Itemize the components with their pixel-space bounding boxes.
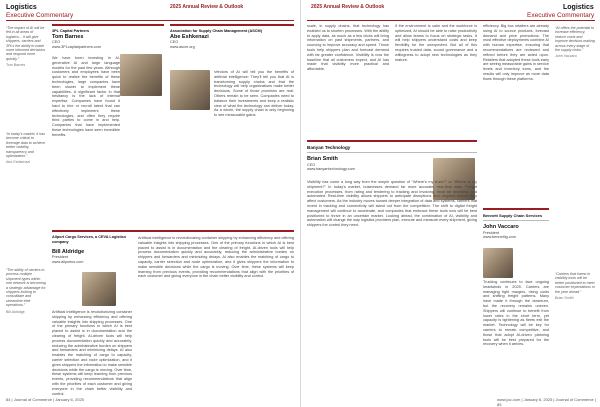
company-profile xyxy=(52,230,294,396)
company-name: Banyan Technology xyxy=(307,142,477,153)
pull-quote xyxy=(6,26,46,68)
company-website[interactable]: www.3PLcapitalpartners.com xyxy=(52,45,101,50)
profile-body-continued: Artificial intelligence is revolutionizing container shipping by enhancing efficiency and offering valuable insights into shipping processes. One of the primary functions in which AI is best placed to assist is in documentation and the clearing of freight. AI-driven tools will help process documentation quickly and accurately, reducing the administrative burden on shippers and forwarders and minimizing delays. AI also enables the matching of cargo to capacity, carrier selection and route optimization, and it gives shippers the information to make sensible decisions while the cargo is moving. Over time, these systems will keep learning from previous events, providing recommendations that align with the priorities of each customer and giving everyone in the chain better visibility and control. xyxy=(138,236,294,279)
executive-name: Bill Aldridge xyxy=(52,248,85,255)
company-name: Allport Cargo Services, a CEVA Logistics company xyxy=(52,235,127,244)
executive-photo xyxy=(483,248,513,278)
executive-name: Abe Eshkenazi xyxy=(170,33,209,40)
pull-quote xyxy=(555,26,595,59)
page-footer: www.joc.com | January 6, 2025 | Journal of Commerce | 85 xyxy=(497,397,596,407)
pull-quote-author: Tom Barnes xyxy=(6,63,26,68)
article-column: efficiency. Big box retailers are already using AI to source products, forecast demand and price promotions. The most effective deployments combine AI with human expertise, ensuring that recommendations are reviewed and refined before they are acted upon. Retailers that adopted these tools early are seeing measurable gains in service levels and inventory turns, and the results will only improve as more data flows through these platforms. xyxy=(483,24,549,81)
executive-title: President xyxy=(52,255,69,260)
pull-quote-author: Abe Eshkenazi xyxy=(6,160,30,165)
pull-quote-author: John Vaccaro xyxy=(555,54,577,59)
article-column: If the environment is calm and the workforce is optimized, AI should be able to raise productivity and allow teams to focus on strategic tasks. It will help shippers understand costs and keep flexibility for the unexpected. But all of this requires trusted data, sound governance and a willingness to adopt new technologies as they mature. xyxy=(395,24,477,62)
executive-photo xyxy=(82,272,116,306)
header-rule xyxy=(6,20,294,21)
company-website[interactable]: www.bennettig.com xyxy=(483,235,516,240)
company-profile xyxy=(307,140,477,392)
company-name: Bennett Supply Chain Services xyxy=(483,210,549,221)
pull-quote xyxy=(6,132,46,165)
executive-photo xyxy=(170,70,210,110)
company-name: 3PL Capital Partners xyxy=(52,29,90,33)
pull-quote-author: Brian Smith xyxy=(555,296,574,301)
company-website[interactable]: www.allportcs.com xyxy=(52,259,84,264)
pull-quote-text: “Carriers that invest in visibility tools will be better positioned to meet customer expectations in the year ahead.” xyxy=(555,272,595,294)
profile-body: Trucking continues to face ongoing headwinds in 2025. Carriers are managing tight margins, rising costs and shifting freight patterns. Many have made it through the downturn, but the recovery remains uneven. Shippers will continue to benefit from lower rates in the short term, yet capacity is tightening as fleets exit the market. Technology will be key for carriers to remain competitive, and those that adopt AI-driven planning tools will be best prepared for the recovery when it arrives. xyxy=(483,280,549,347)
executive-name: John Vaccaro xyxy=(483,224,519,230)
company-profile xyxy=(52,24,164,224)
section-title: Logistics xyxy=(563,4,594,11)
publication-title: 2025 Annual Review & Outlook xyxy=(170,4,244,10)
profile-body: We have been investing in AI, generative AI and large language models for the past few years. Although customers and employees have been quick to realize the benefits of these technologies, large companies have been slower to implement these capabilities. A significant factor in that hesitancy is the lack of internal expertise. Companies have found it hard to hire or recruit talent that can effectively implement these technologies, and often they require third parties to come in and help. Companies that have implemented these technologies have seen incredible benefits. xyxy=(52,56,120,137)
article-column: scale, in supply chains, that technology has enabled us to shorten processes. With the ability to apply data, as much as a few clicks will bring information on past shipments, partners, and sourcing to improve accuracy and speed. Those tools help shippers plan and forecast demand with far greater confidence. Visibility is now the baseline that all customers expect, and AI has made that visibility more practical and affordable. xyxy=(307,24,389,72)
pull-quote-text: “The impact of AI will be felt in all areas of logistics... It will give shippers, carriers and 3PLs the ability to make more informed decisions and respond more quickly.” xyxy=(6,26,46,61)
header-rule xyxy=(307,20,595,21)
executive-name: Tom Barnes xyxy=(52,33,84,40)
pull-quote xyxy=(6,268,46,314)
pull-quote-text: “AI offers the potential to increase efficiency, reduce costs and improve decision-making across every stage of the supply chain.” xyxy=(555,26,595,53)
profile-body: Vendors of AI will tell you the benefits of artificial intelligence: They'll tell you that AI is transforming supply chains and that the technology will help organizations make better decisions. Some of those promises are real. Others remain to be seen. Companies need to balance their investments and keep a realistic view of what the technology can deliver today. As a whole, the supply chain is only beginning to see measurable gains. xyxy=(214,70,294,118)
company-website[interactable]: www.ascm.org xyxy=(170,45,195,50)
subsection-title: Executive Commentary xyxy=(6,12,74,19)
section-title: Logistics xyxy=(6,4,37,11)
company-website[interactable]: www.banyantechnology.com xyxy=(307,167,355,172)
profile-body: Artificial intelligence is revolutionizing container shipping by enhancing efficiency and offering valuable insights into shipping processes. One of the primary functions in which AI is best placed to assist is in documentation and the clearing of freight. AI-driven tools will help process documentation quickly and accurately, reducing the administrative burden on shippers and forwarders and minimizing delays. AI also enables the matching of cargo to capacity, carrier selection and route optimization, and it gives shippers the information to make sensible decisions while the cargo is moving. Over time, these systems will keep learning from previous events, providing recommendations that align with the priorities of each customer and giving everyone in the chain better visibility and control. xyxy=(52,310,132,396)
executive-title: President xyxy=(483,230,500,235)
pull-quote-author: Bill Aldridge xyxy=(6,309,25,314)
pull-quote-text: “In today's market, it has become critical to leverage data to achieve better visibility, transparency and optimization.” xyxy=(6,132,46,159)
executive-title: CEO xyxy=(52,40,61,45)
page-footer: 84 | Journal of Commerce | January 6, 2025 xyxy=(6,397,84,402)
publication-title: 2025 Annual Review & Outlook xyxy=(311,4,385,10)
executive-name: Brian Smith xyxy=(307,156,338,162)
pull-quote-text: “The ability of carriers to process multiple shipment types within one network is becoming a strategic advantage for shippers looking to consolidate and streamline their operations.” xyxy=(6,268,46,308)
executive-title: CEO xyxy=(307,162,316,167)
executive-title: CEO xyxy=(170,40,179,45)
profile-body: Visibility has come a long way from the simple question of “Where's my truck?” or “Where is my shipment?” In today's market, businesses demand far more accurate, real-time data. Freight execution processes, from rating and tendering to tracking and invoicing, must be seamless and automated. Real-time visibility allows shippers to anticipate disruptions and respond before they affect customers. As the industry moves toward deeper integration of data and systems, carriers that invest in tracking and connectivity will stand out from the competition. The shift to digital freight management will continue to accelerate, and companies that embrace these tools now will be best positioned to thrive in an uncertain market. Looking ahead, the combination of AI, visibility and automation will change the way logistics providers plan, execute and measure every shipment, giving shippers the control they need. xyxy=(307,180,477,228)
company-profile xyxy=(483,208,549,392)
company-name: Association for Supply Chain Management (ASCM) xyxy=(170,29,262,33)
right-page xyxy=(300,0,600,407)
company-profile xyxy=(170,24,294,224)
pull-quote xyxy=(555,272,595,300)
subsection-title: Executive Commentary xyxy=(527,12,595,19)
